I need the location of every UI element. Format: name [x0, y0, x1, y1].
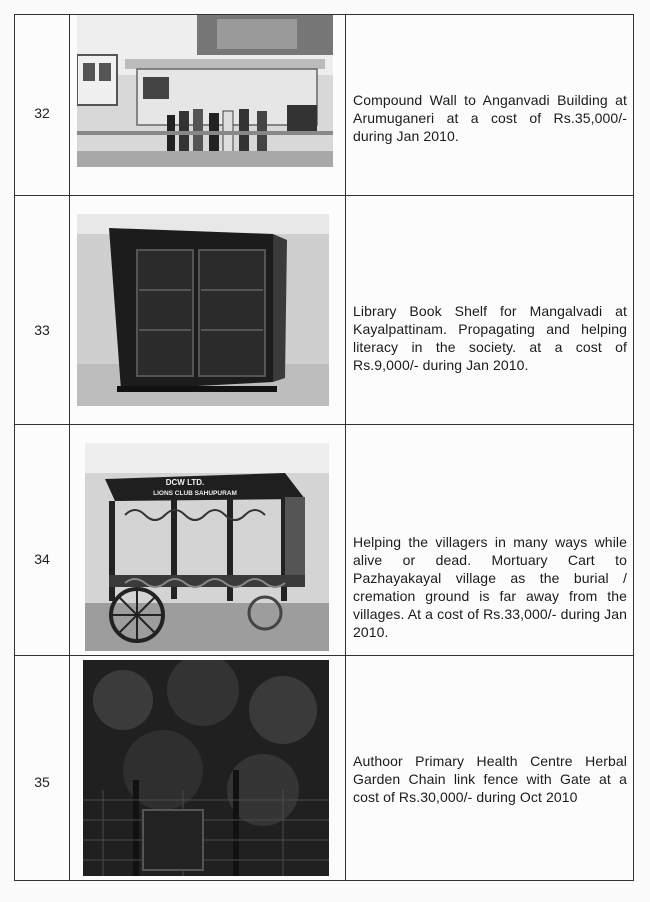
row-description: Library Book Shelf for Mangalvadi at Kayalpattinam. Propagating and helping literacy in the society. at a cost of Rs.9,000/- during Jan 2010. [353, 303, 627, 373]
photo-cell [71, 15, 343, 195]
photo-cell [71, 196, 343, 424]
cart-sign-line1: DCW LTD. [165, 478, 205, 487]
projects-table [14, 14, 634, 881]
cart-sign-line2: LIONS CLUB SAHUPURAM [153, 490, 237, 497]
photo-cell [71, 425, 343, 655]
anganvadi-compound-wall-photo [77, 15, 333, 167]
row-description: Authoor Primary Health Centre Herbal Garden Chain link fence with Gate at a cost of Rs.30,000/- during Oct 2010 [353, 753, 627, 805]
table-row [15, 15, 633, 196]
photo-cell [71, 656, 343, 882]
herbal-garden-fence-photo [83, 660, 329, 876]
row-number: 34 [34, 551, 50, 567]
row-description: Compound Wall to Anganvadi Building at Arumuganeri at a cost of Rs.35,000/- during Jan 2010. [353, 92, 627, 144]
library-book-shelf-photo [77, 214, 329, 406]
row-number: 33 [34, 322, 50, 338]
table-row [15, 196, 633, 425]
table-row [15, 656, 633, 882]
table-row [15, 425, 633, 656]
row-number: 32 [34, 105, 50, 121]
mortuary-cart-photo [85, 443, 329, 651]
row-description: Helping the villagers in many ways while alive or dead. Mortuary Cart to Pazhayakayal village as the burial / cremation ground is far away from the villages. At a cost of Rs.33,000/- during Jan 2010. [353, 534, 627, 640]
row-number: 35 [34, 774, 50, 790]
